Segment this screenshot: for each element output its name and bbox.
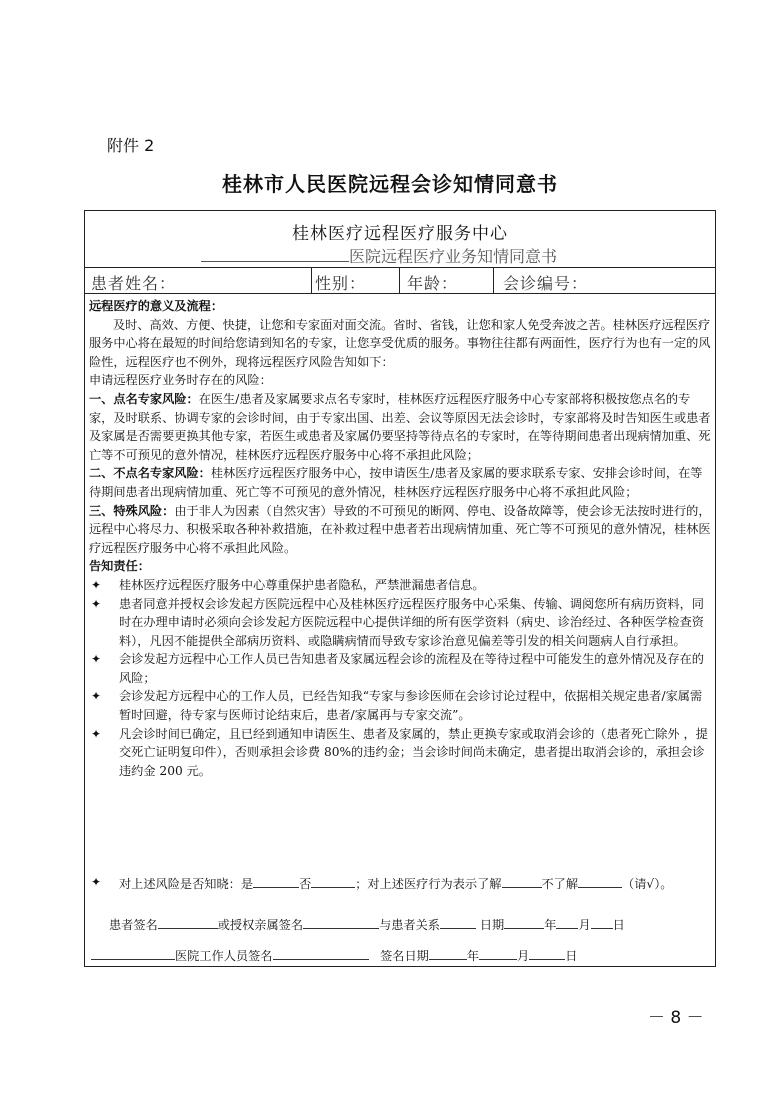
form-header-center: 桂林医疗远程医疗服务中心 [292,224,508,244]
signature-row-patient [109,916,625,933]
star-bullet-icon: ✦ [91,577,102,592]
notice-item [89,576,711,595]
relative-signature-blank[interactable] [303,916,379,929]
relation-label: 与患者关系 [379,918,440,932]
gender-field[interactable]: 性别： [315,274,367,293]
notice-title: 告知责任： [89,559,150,574]
page-number: － 8 － [648,1008,704,1028]
notice-text: 患者同意并授权会诊发起方医院远程中心及桂林医疗远程医疗服务中心采集、传输、调阅您所有病历资料，同时在办理申请时必须向会诊发起方医院远程中心提供详细的所有医学资料（病史、诊治经过、各种医学检查资料），凡因不能提供全部病历资料、或隐瞒病情而导致专家诊治意见偏差等引发的相关问题病人自行承担。 [119,596,704,648]
field-divider [399,267,400,293]
date-label: 日期 [479,918,505,932]
signature-row-staff [91,947,577,964]
star-bullet-icon: ✦ [91,652,102,667]
form-header-hospital [201,244,557,267]
sign-month-label: 月 [517,949,530,963]
patient-name-field[interactable]: 患者姓名： [91,274,177,293]
field-divider [493,267,494,293]
risk-intro: 申请远程医疗业务时存在的风险： [89,373,272,388]
document-title: 桂林市人民医院远程会诊知情同意书 [222,172,558,196]
notice-text: 桂林医疗远程医疗服务中心尊重保护患者隐私，严禁泄漏患者信息。 [119,577,485,592]
sign-year-blank[interactable] [429,947,467,960]
question-tick-hint: （请√）。 [622,877,673,891]
sign-year-label: 年 [466,949,480,963]
staff-hospital-blank[interactable] [91,947,175,960]
day-label: 日 [612,918,625,932]
form-body [89,297,711,780]
understand-blank[interactable] [502,875,542,888]
notice-text: 会诊发起方远程中心工作人员已告知患者及家属远程会诊的流程及在等待过程中可能发生的意外情况及存在的风险； [119,652,704,685]
section-title-meaning: 远程医疗的意义及流程： [89,299,224,313]
question-not-understand-label: 不了解 [541,877,579,891]
risk-label: 三、特殊风险： [89,503,175,518]
aware-no-blank[interactable] [311,875,355,888]
fields-divider [85,293,715,294]
notice-text: 凡会诊时间已确定，且已经到通知申请医生、患者及家属的，禁止更换专家或取消会诊的（患者死亡除外 ，提交死亡证明复印件），否则承担会诊费 80%的违约金；当会诊时间尚未确定，患者提出取消会诊的，承担会诊违约金 200 元。 [119,726,708,778]
consult-number-field[interactable]: 会诊编号： [503,274,589,293]
risk-text: 桂林医疗远程医疗服务中心，按申请医生/患者及家属的要求联系专家、安排会诊时间，在等待期间患者出现病情加重、死亡等不可预见的意外情况，桂林医疗远程医疗服务中心将不承担此风险； [89,466,703,499]
awareness-question [89,875,739,892]
header-divider [85,267,715,268]
form-header-subtitle: 医院远程医疗业务知情同意书 [349,247,558,266]
notice-item [89,650,711,687]
risk-text: 由于非人为因素（自然灾害）导致的不可预见的断网、停电、设备故障等，使会诊无法按时进行的，远程中心将尽力、积极采取各种补救措施，在补救过程中患者若出现病情加重、死亡等不可预见的意外情况，桂林医疗远程医疗服务中心将不承担此风险。 [89,503,711,555]
month-label: 月 [578,918,591,932]
age-field[interactable]: 年龄： [407,274,459,293]
notice-item [89,595,711,651]
risk-item [89,390,711,464]
notice-item [89,687,711,724]
notice-item [89,725,711,781]
star-bullet-icon: ✦ [91,875,102,889]
risk-text: 在医生/患者及家属要求点名专家时，桂林医疗远程医疗服务中心专家部将积极按您点名的专家，及时联系、协调专家的会诊时间，由于专家出国、出差、会议等原因无法会诊时，专家部将及时告知医生或患者及家属是否需要更换其他专家，若医生或患者及家属仍要坚持等待点名的专家时，在等待期间患者出现病情加重、死亡等不可预见的意外情况，桂林医疗远程医疗服务中心将不承担此风险； [89,391,711,462]
notice-text: 会诊发起方远程中心的工作人员，已经告知我“专家与参诊医师在会诊讨论过程中，依据相关规定患者/家属需暂时回避，待专家与医师讨论结束后，患者/家属再与专家交流”。 [119,689,703,723]
sign-day-blank[interactable] [529,947,565,960]
question-aware-label: 对上述风险是否知晓：是 [119,877,254,891]
sign-date-label: 签名日期 [380,949,429,963]
question-understand-label: ；对上述医疗行为表示了解 [355,877,502,891]
date-day-blank[interactable] [591,916,613,929]
risk-label: 二、不点名专家风险： [89,466,211,481]
risk-label: 一、点名专家风险： [89,391,199,406]
sign-month-blank[interactable] [479,947,517,960]
not-understand-blank[interactable] [578,875,622,888]
staff-signature-blank[interactable] [273,947,369,960]
patient-signature-blank[interactable] [158,916,218,929]
question-no-label: 否 [299,877,312,891]
relation-blank[interactable] [440,916,476,929]
relative-signature-label: 或授权亲属签名 [217,918,304,932]
date-year-blank[interactable] [504,916,544,929]
staff-signature-label: 医院工作人员签名 [175,949,273,963]
patient-signature-label: 患者签名 [109,918,158,932]
aware-yes-blank[interactable] [253,875,299,888]
hospital-name-blank[interactable] [201,247,349,262]
star-bullet-icon: ✦ [91,726,102,741]
attachment-label: 附件 2 [107,136,155,155]
star-bullet-icon: ✦ [91,596,102,611]
risk-item [89,502,711,558]
field-divider [311,267,312,293]
consent-form [84,210,716,967]
year-label: 年 [544,918,557,932]
risk-item [89,464,711,501]
section-text-meaning: 及时、高效、方便、快捷，让您和专家面对面交流。省时、省钱，让您和家人免受奔波之苦。桂林医疗远程医疗服务中心将在最短的时间给您请到知名的专家，让您享受优质的服务。事物往往都有两面性，医疗行为也有一定的风险性，远程医疗也不例外，现将远程医疗风险告知如下： [89,317,711,369]
star-bullet-icon: ✦ [91,689,102,704]
sign-day-label: 日 [565,949,578,963]
date-month-blank[interactable] [556,916,578,929]
